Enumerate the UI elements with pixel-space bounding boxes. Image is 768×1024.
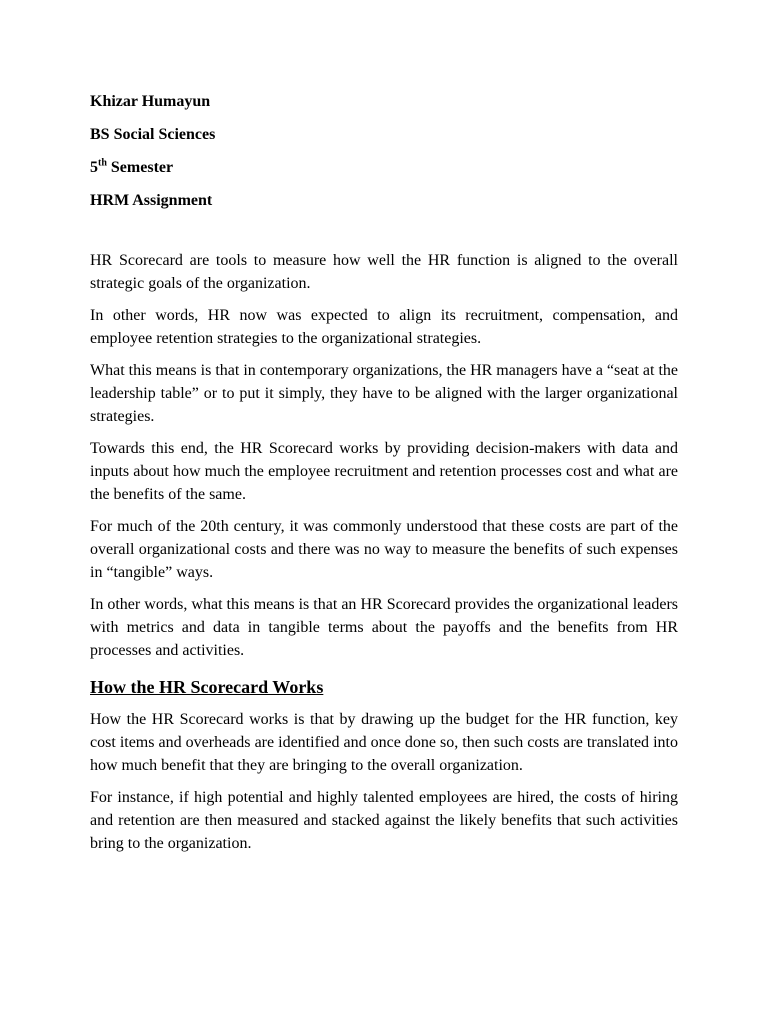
program-name: BS Social Sciences: [90, 126, 216, 143]
semester-suffix: th: [98, 157, 107, 169]
body-paragraph: HR Scorecard are tools to measure how well the HR function is aligned to the overall strategic goals of the organization.: [90, 252, 678, 292]
body-paragraph: Towards this end, the HR Scorecard works by providing decision-makers with data and inputs about how much the employee recruitment and retention processes cost and what are the benefits of the same.: [90, 440, 678, 503]
section-heading: How the HR Scorecard Works: [90, 677, 324, 697]
section-paragraph: How the HR Scorecard works is that by drawing up the budget for the HR function, key cost items and overheads are identified and once done so, then such costs are translated into how much benefit that they are bringing to the overall organization.: [90, 711, 678, 774]
body-paragraph: What this means is that in contemporary organizations, the HR managers have a “seat at the leadership table” or to put it simply, they have to be aligned with the larger organizational strategies.: [90, 362, 678, 425]
semester-line: [90, 158, 678, 178]
body-paragraph: For much of the 20th century, it was commonly understood that these costs are part of the overall organizational costs and there was no way to measure the benefits of such expenses in “tangible” ways.: [90, 518, 678, 581]
body-paragraph: In other words, HR now was expected to align its recruitment, compensation, and employee retention strategies to the organizational strategies.: [90, 307, 678, 347]
body-paragraph: In other words, what this means is that an HR Scorecard provides the organizational leaders with metrics and data in tangible terms about the payoffs and the benefits from HR processes and activities.: [90, 596, 678, 659]
semester-number: 5: [90, 159, 98, 176]
assignment-title: HRM Assignment: [90, 192, 213, 209]
header-spacer: [90, 224, 678, 249]
semester-label: Semester: [106, 159, 174, 176]
author-name: Khizar Humayun: [90, 93, 211, 110]
section-paragraph: For instance, if high potential and highly talented employees are hired, the costs of hiring and retention are then measured and stacked against the likely benefits that such activities bring to the organization.: [90, 789, 678, 852]
